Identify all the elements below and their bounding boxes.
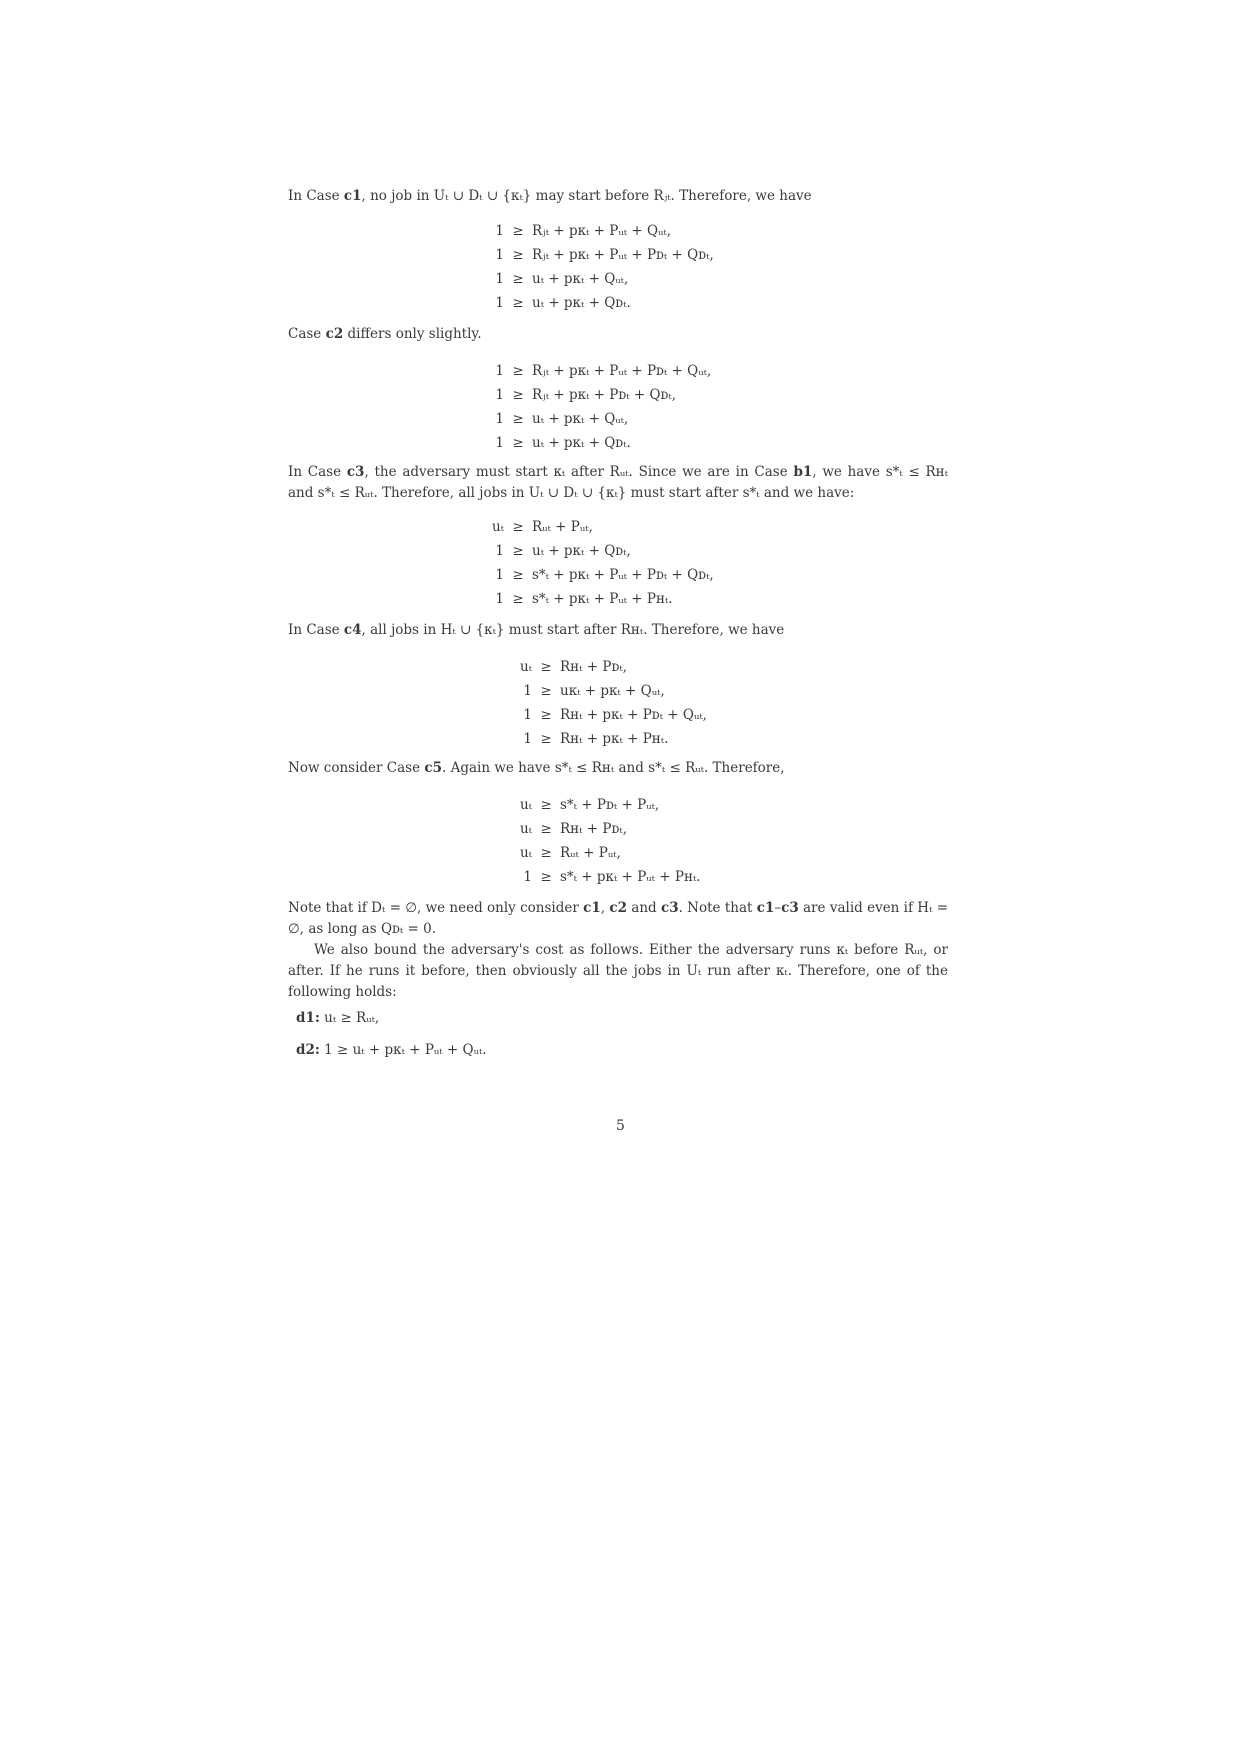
- eq-rhs: uₜ + pκₜ + Qᴅₜ.: [532, 435, 631, 451]
- eq-lhs: 1: [523, 683, 532, 699]
- paragraph-note: [288, 898, 948, 940]
- list-item-d2: [296, 1040, 487, 1060]
- text: In Case: [288, 188, 344, 204]
- eq-lhs: 1: [523, 707, 532, 723]
- eq-rhs: Rⱼₜ + pκₜ + Pᵤₜ + Pᴅₜ + Qᵤₜ,: [532, 363, 712, 379]
- equation-row: [506, 728, 707, 752]
- paragraph-bound: We also bound the adversary's cost as follows. Either the adversary runs κₜ before Rᵤₜ, or after. If he runs it before, then obviously all the jobs in Uₜ run after κₜ. Therefore, one of the following holds:: [288, 942, 948, 1000]
- eq-rhs: uₜ + pκₜ + Qᴅₜ.: [532, 295, 631, 311]
- eq-rel: ≥: [540, 731, 552, 747]
- equation-block-c4: [506, 656, 707, 752]
- eq-rhs: uₜ + pκₜ + Qᵤₜ,: [532, 411, 629, 427]
- equation-row: [478, 220, 714, 244]
- equation-block-c3: [478, 516, 714, 612]
- text: , we have s*ₜ ≤ Rʜₜ and s*ₜ ≤ Rᵤₜ. Therefore, all jobs in Uₜ ∪ Dₜ ∪ {κₜ} must start after s*ₜ and we have:: [288, 464, 948, 501]
- item-label: d2:: [296, 1042, 320, 1058]
- eq-rel: ≥: [512, 519, 524, 535]
- eq-rhs: uκₜ + pκₜ + Qᵤₜ,: [560, 683, 665, 699]
- equation-row: [478, 292, 714, 316]
- eq-lhs: uₜ: [519, 821, 532, 837]
- item-text: uₜ ≥ Rᵤₜ,: [324, 1010, 380, 1026]
- eq-lhs: 1: [495, 295, 504, 311]
- text: , no job in Uₜ ∪ Dₜ ∪ {κₜ} may start before Rⱼₜ. Therefore, we have: [361, 188, 812, 204]
- eq-rhs: Rʜₜ + Pᴅₜ,: [560, 821, 627, 837]
- eq-rhs: Rⱼₜ + pκₜ + Pᴅₜ + Qᴅₜ,: [532, 387, 677, 403]
- eq-lhs: uₜ: [519, 845, 532, 861]
- text: In Case: [288, 464, 347, 480]
- case-label: c3: [660, 900, 679, 916]
- eq-rel: ≥: [512, 435, 524, 451]
- eq-lhs: uₜ: [491, 519, 504, 535]
- case-label: c3: [781, 900, 799, 916]
- case-label: c1: [583, 900, 601, 916]
- equation-row: [478, 268, 714, 292]
- equation-row: [478, 516, 714, 540]
- eq-rel: ≥: [512, 387, 524, 403]
- eq-lhs: 1: [495, 247, 504, 263]
- case-label: c1: [756, 900, 775, 916]
- eq-rel: ≥: [512, 295, 524, 311]
- eq-rel: ≥: [512, 411, 524, 427]
- eq-rel: ≥: [540, 683, 552, 699]
- eq-rel: ≥: [540, 869, 552, 885]
- eq-rel: ≥: [512, 591, 524, 607]
- text: Note that if Dₜ = ∅, we need only consider: [288, 900, 584, 916]
- eq-rhs: Rⱼₜ + pκₜ + Pᵤₜ + Pᴅₜ + Qᴅₜ,: [532, 247, 714, 263]
- eq-rhs: Rᵤₜ + Pᵤₜ,: [560, 845, 621, 861]
- eq-lhs: uₜ: [519, 797, 532, 813]
- case-label: c5: [424, 760, 443, 776]
- text: are valid even if Hₜ = ∅, as long as Qᴅₜ = 0.: [288, 900, 949, 937]
- text: . Again we have s*ₜ ≤ Rʜₜ and s*ₜ ≤ Rᵤₜ. Therefore,: [442, 760, 785, 776]
- equation-row: [478, 360, 711, 384]
- equation-row: [506, 704, 707, 728]
- equation-row: [478, 384, 711, 408]
- item-text: 1 ≥ uₜ + pκₜ + Pᵤₜ + Qᵤₜ.: [324, 1042, 487, 1058]
- paragraph-case-c5: [288, 758, 948, 779]
- eq-rel: ≥: [540, 707, 552, 723]
- eq-rhs: s*ₜ + pκₜ + Pᵤₜ + Pʜₜ.: [560, 869, 701, 885]
- text: In Case: [288, 622, 344, 638]
- equation-row: [478, 540, 714, 564]
- text: ,: [600, 900, 610, 916]
- eq-rel: ≥: [540, 821, 552, 837]
- equation-row: [506, 794, 701, 818]
- eq-rhs: s*ₜ + Pᴅₜ + Pᵤₜ,: [560, 797, 660, 813]
- paragraph-case-c4: [288, 620, 948, 641]
- text: differs only slightly.: [343, 326, 482, 342]
- eq-lhs: 1: [495, 567, 504, 583]
- equation-row: [506, 842, 701, 866]
- eq-rhs: uₜ + pκₜ + Qᵤₜ,: [532, 271, 629, 287]
- item-label: d1:: [296, 1010, 320, 1026]
- eq-rhs: s*ₜ + pκₜ + Pᵤₜ + Pᴅₜ + Qᴅₜ,: [532, 567, 714, 583]
- case-label: c2: [325, 326, 344, 342]
- paragraph-case-c1: [288, 186, 948, 207]
- eq-rel: ≥: [512, 543, 524, 559]
- eq-rel: ≥: [512, 363, 524, 379]
- eq-rel: ≥: [512, 567, 524, 583]
- eq-rhs: Rⱼₜ + pκₜ + Pᵤₜ + Qᵤₜ,: [532, 223, 672, 239]
- eq-lhs: 1: [495, 591, 504, 607]
- eq-rhs: Rᵤₜ + Pᵤₜ,: [532, 519, 593, 535]
- case-label: b1: [793, 464, 813, 480]
- list-item-d1: [296, 1008, 379, 1028]
- eq-lhs: 1: [495, 223, 504, 239]
- equation-block-c2: [478, 360, 711, 456]
- eq-lhs: 1: [523, 869, 532, 885]
- text: . Note that: [678, 900, 757, 916]
- equation-row: [478, 244, 714, 268]
- eq-rhs: s*ₜ + pκₜ + Pᵤₜ + Pʜₜ.: [532, 591, 673, 607]
- paragraph-case-c3: [288, 462, 948, 504]
- eq-lhs: 1: [495, 363, 504, 379]
- equation-row: [506, 656, 707, 680]
- eq-lhs: 1: [495, 271, 504, 287]
- equation-row: [506, 680, 707, 704]
- case-label: c4: [343, 622, 362, 638]
- equation-row: [478, 408, 711, 432]
- text: –: [774, 900, 782, 916]
- eq-rhs: Rʜₜ + pκₜ + Pʜₜ.: [560, 731, 669, 747]
- text: , the adversary must start κₜ after Rᵤₜ. Since we are in Case: [364, 464, 794, 480]
- eq-rel: ≥: [512, 223, 524, 239]
- eq-lhs: 1: [495, 411, 504, 427]
- paragraph-case-c2: [288, 324, 948, 345]
- equation-row: [478, 564, 714, 588]
- eq-lhs: uₜ: [519, 659, 532, 675]
- eq-lhs: 1: [495, 387, 504, 403]
- case-label: c2: [609, 900, 627, 916]
- equation-row: [506, 818, 701, 842]
- eq-rel: ≥: [540, 845, 552, 861]
- eq-rel: ≥: [540, 659, 552, 675]
- equation-block-c1: [478, 220, 714, 316]
- text: and: [626, 900, 661, 916]
- eq-rel: ≥: [512, 247, 524, 263]
- text: , all jobs in Hₜ ∪ {κₜ} must start after Rʜₜ. Therefore, we have: [361, 622, 785, 638]
- equation-row: [506, 866, 701, 890]
- page-number: 5: [616, 1118, 625, 1134]
- eq-rel: ≥: [512, 271, 524, 287]
- text: Case: [288, 326, 326, 342]
- eq-rel: ≥: [540, 797, 552, 813]
- eq-rhs: Rʜₜ + Pᴅₜ,: [560, 659, 627, 675]
- case-label: c3: [346, 464, 365, 480]
- equation-block-c5: [506, 794, 701, 890]
- case-label: c1: [343, 188, 362, 204]
- eq-rhs: uₜ + pκₜ + Qᴅₜ,: [532, 543, 631, 559]
- eq-rhs: Rʜₜ + pκₜ + Pᴅₜ + Qᵤₜ,: [560, 707, 707, 723]
- equation-row: [478, 588, 714, 612]
- eq-lhs: 1: [495, 435, 504, 451]
- equation-row: [478, 432, 711, 456]
- eq-lhs: 1: [523, 731, 532, 747]
- text: Now consider Case: [288, 760, 425, 776]
- eq-lhs: 1: [495, 543, 504, 559]
